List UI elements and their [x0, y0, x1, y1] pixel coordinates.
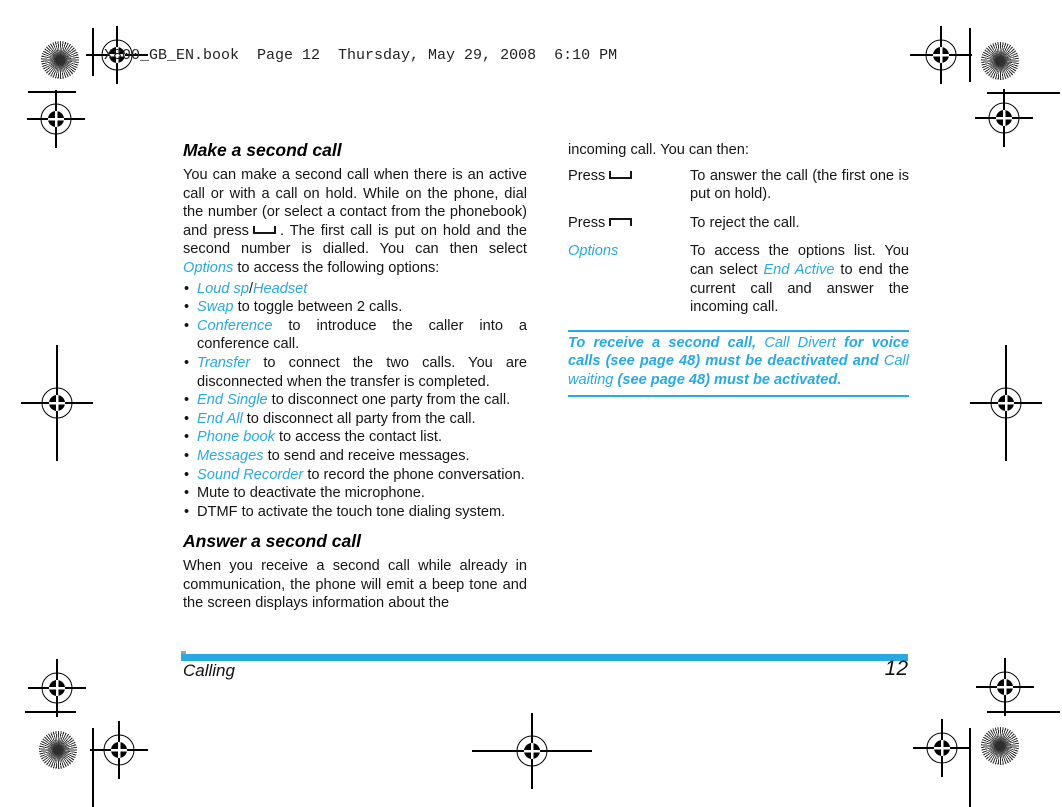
registration-mark-icon — [472, 713, 592, 789]
registration-mark-icon — [970, 345, 1042, 461]
left-column — [183, 139, 527, 613]
crop-line — [92, 28, 94, 76]
list-item: • End Single to disconnect one party from the call. — [183, 391, 527, 410]
registration-mark-icon — [910, 26, 972, 84]
paragraph-make-second-call: You can make a second call when there is an active call or with a call on hold. While on the phone, dial the number (or select a contact from the phonebook) and press . The first call is put on hold and the second number is dialled. You can then select Options to access the following options: — [183, 167, 527, 276]
halftone-dot-icon — [41, 41, 79, 79]
registration-mark-icon — [976, 658, 1034, 716]
actions-table — [568, 167, 909, 317]
registration-mark-icon — [913, 719, 971, 777]
right-column — [568, 141, 909, 397]
list-item: • Transfer to connect the two calls. You are disconnected when the transfer is completed. — [183, 354, 527, 391]
options-bullet-list — [183, 280, 527, 522]
action-key-cell: Press — [568, 214, 690, 233]
crop-line — [92, 728, 94, 807]
answer-key-icon — [609, 171, 632, 179]
action-key-cell: Options — [568, 243, 619, 260]
table-row — [568, 167, 909, 204]
crop-line — [969, 28, 971, 82]
crop-line — [987, 92, 1060, 94]
list-item: • Phone book to access the contact list. — [183, 428, 527, 447]
registration-mark-icon — [27, 90, 85, 148]
document-header-text: X800_GB_EN.book Page 12 Thursday, May 29, 2008 6:10 PM — [104, 47, 618, 64]
list-item: • DTMF to activate the touch tone dialing system. — [183, 503, 527, 522]
list-item: • Messages to send and receive messages. — [183, 447, 527, 466]
halftone-dot-icon — [39, 731, 77, 769]
registration-mark-icon — [90, 721, 148, 779]
crop-line — [969, 728, 971, 807]
reject-key-icon — [609, 218, 632, 226]
action-description-cell: To access the options list. You can select End Active to end the current call and answer the incoming call. — [690, 243, 909, 316]
action-description-cell: To answer the call (the first one is put on hold). — [690, 167, 909, 203]
registration-mark-icon — [28, 659, 86, 717]
registration-mark-icon — [21, 345, 93, 461]
table-row — [568, 214, 909, 233]
footer-section-title: Calling — [183, 661, 235, 680]
section-heading-make-second-call: Make a second call — [183, 140, 342, 160]
crop-line — [28, 91, 76, 93]
action-key-cell: Press — [568, 167, 690, 204]
footer-page-number: 12 — [884, 657, 908, 680]
list-item: • Swap to toggle between 2 calls. — [183, 298, 527, 317]
paragraph-answer-second-call: When you receive a second call while already in communication, the phone will emit a beep tone and the screen displays information about the — [183, 558, 527, 612]
footer-divider-bar — [181, 654, 908, 661]
halftone-dot-icon — [981, 42, 1019, 80]
section-heading-answer-second-call: Answer a second call — [183, 531, 361, 552]
list-item: • Mute to deactivate the microphone. — [183, 484, 527, 503]
table-row — [568, 242, 909, 316]
crop-line — [25, 711, 76, 713]
halftone-dot-icon — [981, 727, 1019, 765]
list-item: • Conference to introduce the caller into a conference call. — [183, 317, 527, 354]
note-call-divert: To receive a second call, Call Divert for voice calls (see page 48) must be deactivated and Call waiting (see page 48) must be activated. — [568, 330, 909, 397]
answer-key-icon — [253, 226, 276, 234]
list-item: • Sound Recorder to record the phone conversation. — [183, 466, 527, 485]
list-item: • End All to disconnect all party from the call. — [183, 410, 527, 429]
crop-line — [987, 711, 1060, 713]
registration-mark-icon — [975, 89, 1033, 147]
action-description-cell: To reject the call. — [690, 214, 800, 231]
paragraph-continuation: incoming call. You can then: — [568, 142, 749, 158]
list-item: • Loud sp/Headset — [183, 280, 527, 299]
